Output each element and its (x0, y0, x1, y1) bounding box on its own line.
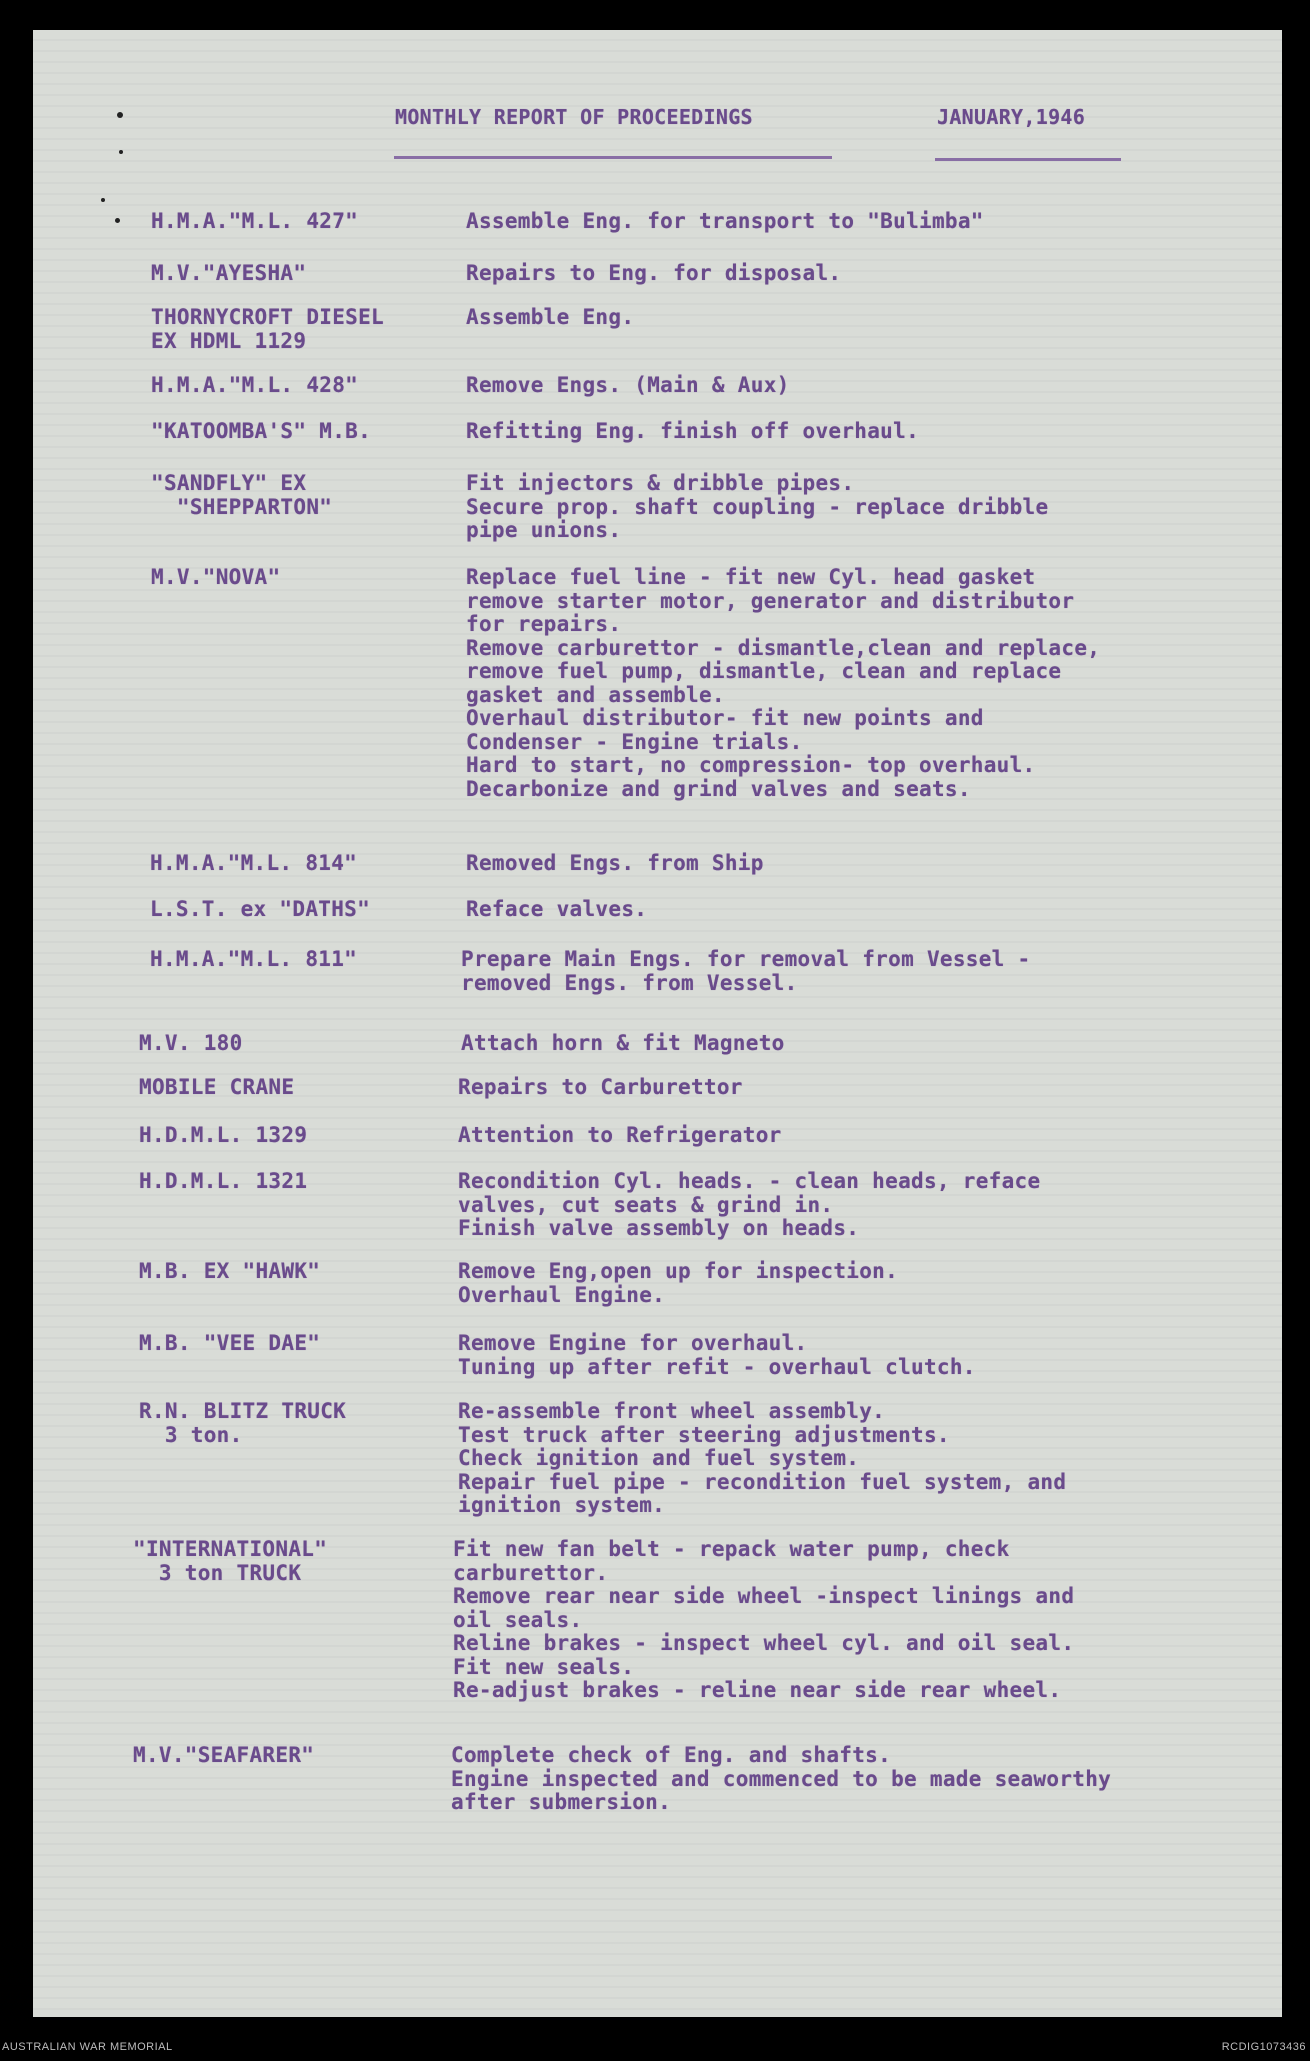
work-description-line: Hard to start, no compression- top overhaul. (466, 753, 1036, 777)
work-description-line: Assemble Eng. for transport to "Bulimba" (466, 209, 984, 233)
work-description-line: Attach horn & fit Magneto (461, 1031, 785, 1055)
vessel-name-line: M.V."NOVA" (151, 565, 281, 589)
work-description-line: Remove Eng,open up for inspection. (458, 1259, 899, 1283)
work-description-line: remove starter motor, generator and distributor (466, 588, 1075, 613)
work-description-line: remove fuel pump, dismantle, clean and replace (466, 659, 1062, 683)
work-description-line: Reline brakes - inspect wheel cyl. and oil seal. (453, 1631, 1075, 1655)
work-description-line: Refitting Eng. finish off overhaul. (466, 419, 920, 443)
work-description (466, 210, 1282, 234)
vessel-name-line: H.M.A."M.L. 811" (150, 947, 358, 971)
work-description-line: Remove rear near side wheel -inspect linings and (453, 1584, 1075, 1608)
work-description-line: Repairs to Eng. for disposal. (466, 261, 842, 285)
vessel-name (151, 306, 471, 353)
work-description-line: Secure prop. shaft coupling - replace dribble (466, 494, 1049, 519)
work-description-line: Assemble Eng. (466, 305, 635, 329)
vessel-name (151, 262, 471, 286)
vessel-name-line: L.S.T. ex "DATHS" (150, 897, 371, 921)
date-underline (935, 158, 1121, 161)
work-description (466, 374, 1282, 398)
work-description (466, 472, 1282, 543)
work-description-line: Reface valves. (466, 897, 648, 921)
work-description-line: Remove Engs. (Main & Aux) (466, 373, 790, 397)
work-description-line: Re-adjust brakes - reline near side rear wheel. (453, 1678, 1062, 1702)
vessel-name (139, 1032, 459, 1056)
work-description-line: Fit new seals. (453, 1654, 635, 1679)
vessel-name-line: M.V."AYESHA" (151, 261, 307, 285)
vessel-name (133, 1744, 453, 1768)
work-description-line: valves, cut seats & grind in. (458, 1192, 834, 1217)
work-description (461, 1032, 1281, 1056)
vessel-name-line: R.N. BLITZ TRUCK (139, 1399, 347, 1423)
work-description (458, 1170, 1278, 1241)
work-description-line: Replace fuel line - fit new Cyl. head gasket (466, 565, 1036, 589)
vessel-name (150, 898, 470, 922)
work-description-line: Tuning up after refit - overhaul clutch. (458, 1354, 976, 1379)
work-description (458, 1124, 1278, 1148)
vessel-name-line: "INTERNATIONAL" (133, 1537, 328, 1561)
vessel-name-line: 3 ton TRUCK (133, 1560, 302, 1585)
footer-reference: RCDIG1073436 (1221, 2041, 1306, 2053)
work-description (466, 262, 1282, 286)
vessel-name-line: H.D.M.L. 1321 (139, 1169, 308, 1193)
work-description-line: Overhaul Engine. (458, 1282, 666, 1307)
report-title: MONTHLY REPORT OF PROCEEDINGS (395, 105, 753, 129)
work-description-line: Fit new fan belt - repack water pump, check (453, 1537, 1010, 1561)
work-description-line: after submersion. (451, 1790, 672, 1814)
vessel-name (150, 852, 470, 876)
work-description-line: Complete check of Eng. and shafts. (451, 1743, 892, 1767)
work-description (466, 306, 1282, 330)
vessel-name (151, 472, 471, 519)
vessel-name-line: M.B. "VEE DAE" (139, 1331, 321, 1355)
work-description-line: for repairs. (466, 612, 622, 636)
work-description-line: Remove Engine for overhaul. (458, 1331, 808, 1355)
work-description (466, 420, 1282, 444)
work-description-line: Fit injectors & dribble pipes. (466, 471, 855, 495)
work-description (461, 948, 1281, 995)
vessel-name-line: THORNYCROFT DIESEL (151, 305, 384, 329)
footer-credit: AUSTRALIAN WAR MEMORIAL (2, 2041, 173, 2053)
vessel-name-line: 3 ton. (139, 1422, 243, 1447)
vessel-name-line: H.D.M.L. 1329 (139, 1123, 308, 1147)
work-description-line: Overhaul distributor- fit new points and (466, 706, 984, 730)
vessel-name (139, 1400, 459, 1447)
vessel-name (139, 1170, 459, 1194)
work-description (466, 852, 1282, 876)
work-description-line: ignition system. (458, 1493, 666, 1517)
work-description-line: gasket and assemble. (466, 682, 725, 707)
work-description (458, 1260, 1278, 1307)
work-description-line: carburettor. (453, 1560, 609, 1585)
work-description-line: Removed Engs. from Ship (466, 851, 764, 875)
title-underline (394, 156, 832, 159)
work-description-line: Repairs to Carburettor (458, 1075, 743, 1099)
work-description-line: Re-assemble front wheel assembly. (458, 1399, 886, 1423)
work-description (466, 898, 1282, 922)
work-description-line: Decarbonize and grind valves and seats. (466, 776, 971, 801)
work-description-line: Engine inspected and commenced to be made seaworthy (451, 1766, 1112, 1791)
punch-hole-mark (117, 112, 123, 118)
vessel-name (150, 948, 470, 972)
report-date: JANUARY,1946 (937, 105, 1086, 129)
typed-report-sheet (33, 30, 1282, 2017)
vessel-name-line: M.V. 180 (139, 1031, 243, 1055)
vessel-name (139, 1332, 459, 1356)
vessel-name-line: H.M.A."M.L. 427" (151, 209, 359, 233)
work-description-line: Condenser - Engine trials. (466, 729, 803, 754)
work-description-line: Test truck after steering adjustments. (458, 1422, 950, 1447)
vessel-name-line: MOBILE CRANE (139, 1075, 295, 1099)
vessel-name-line: H.M.A."M.L. 428" (151, 373, 359, 397)
vessel-name (151, 420, 471, 444)
work-description-line: Check ignition and fuel system. (458, 1446, 860, 1470)
work-description (453, 1538, 1273, 1703)
vessel-name (151, 374, 471, 398)
punch-hole-mark (115, 218, 120, 223)
work-description-line: Finish valve assembly on heads. (458, 1216, 860, 1240)
vessel-name (139, 1260, 459, 1284)
work-description-line: Remove carburettor - dismantle,clean and replace, (466, 635, 1101, 660)
vessel-name (133, 1538, 453, 1585)
vessel-name (139, 1076, 459, 1100)
work-description (458, 1076, 1278, 1100)
vessel-name-line: "KATOOMBA'S" M.B. (151, 419, 372, 443)
vessel-name-line: H.M.A."M.L. 814" (150, 851, 358, 875)
work-description-line: Recondition Cyl. heads. - clean heads, reface (458, 1169, 1041, 1193)
vessel-name (151, 566, 471, 590)
punch-hole-mark (101, 198, 105, 202)
punch-hole-mark (119, 150, 123, 154)
work-description-line: Attention to Refrigerator (458, 1123, 782, 1147)
vessel-name-line: M.B. EX "HAWK" (139, 1259, 321, 1283)
work-description (458, 1400, 1278, 1518)
work-description (451, 1744, 1271, 1815)
work-description-line: oil seals. (453, 1607, 583, 1632)
vessel-name-line: "SHEPPARTON" (151, 494, 333, 519)
work-description-line: Prepare Main Engs. for removal from Vessel - (461, 947, 1031, 971)
work-description (466, 566, 1282, 801)
work-description-line: removed Engs. from Vessel. (461, 970, 798, 995)
vessel-name (139, 1124, 459, 1148)
vessel-name-line: EX HDML 1129 (151, 328, 307, 353)
vessel-name (151, 210, 471, 234)
work-description-line: Repair fuel pipe - recondition fuel system, and (458, 1469, 1067, 1494)
work-description-line: pipe unions. (466, 518, 622, 542)
vessel-name-line: "SANDFLY" EX (151, 471, 307, 495)
work-description (458, 1332, 1278, 1379)
vessel-name-line: M.V."SEAFARER" (133, 1743, 315, 1767)
